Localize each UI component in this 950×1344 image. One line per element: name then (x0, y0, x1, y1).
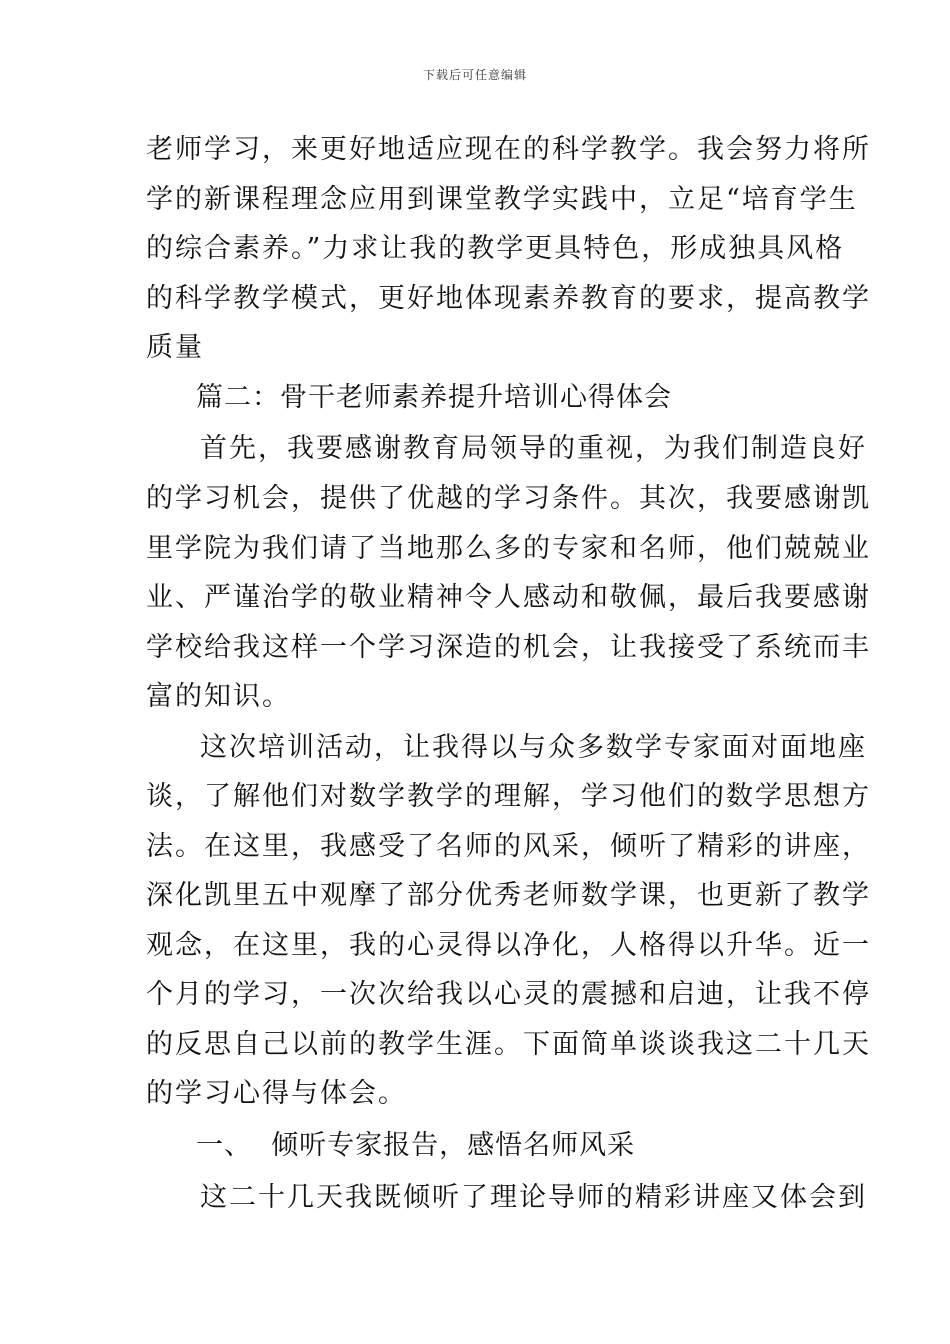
paragraph-line: 观念，在这里，我的心灵得以净化，人格得以升华。近一 (146, 930, 871, 961)
section-heading: 一、 倾听专家报告，感悟名师风采 (196, 1130, 636, 1161)
paragraph-line: 首先，我要感谢教育局领导的重视，为我们制造良好 (200, 433, 867, 464)
paragraph-line: 学的新课程理念应用到课堂教学实践中，立足“培育学生 (146, 184, 858, 215)
paragraph-line: 业、严谨治学的敬业精神令人感动和敬佩，最后我要感谢 (146, 582, 871, 613)
paragraph-line: 质量 (146, 332, 204, 363)
paragraph-line: 富的知识。 (146, 681, 291, 712)
paragraph-line: 的科学教学模式，更好地体现素养教育的要求，提高教学 (146, 283, 871, 314)
paragraph-line: 学校给我这样一个学习深造的机会，让我接受了系统而丰 (146, 632, 871, 663)
paragraph-line: 的反思自己以前的教学生涯。下面简单谈谈我这二十几天 (146, 1029, 871, 1060)
paragraph-line: 法。在这里，我感受了名师的风采，倾听了精彩的讲座， (146, 831, 871, 862)
paragraph-line: 的学习机会，提供了优越的学习条件。其次，我要感谢凯 (146, 483, 871, 514)
paragraph-line: 这二十几天我既倾听了理论导师的精彩讲座又体会到 (200, 1182, 867, 1213)
paragraph-line: 里学院为我们请了当地那么多的专家和名师，他们兢兢业 (146, 533, 871, 564)
paragraph-line: 深化凯里五中观摩了部分优秀老师数学课，也更新了教学 (146, 880, 871, 911)
paragraph-line: 老师学习，来更好地适应现在的科学教学。我会努力将所 (146, 134, 871, 165)
page-header: 下载后可任意编辑 (422, 68, 527, 82)
paragraph-line: 的综合素养。”力求让我的教学更具特色，形成独具风格 (146, 233, 845, 264)
paragraph-line: 谈，了解他们对数学教学的理解，学习他们的数学思想方 (146, 781, 871, 812)
paragraph-line: 这次培训活动，让我得以与众多数学专家面对面地座 (200, 732, 867, 763)
paragraph-line: 的学习心得与体会。 (146, 1078, 407, 1109)
section-heading: 篇二：骨干老师素养提升培训心得体会 (196, 382, 672, 413)
paragraph-line: 个月的学习，一次次给我以心灵的震撼和启迪，让我不停 (146, 979, 871, 1010)
